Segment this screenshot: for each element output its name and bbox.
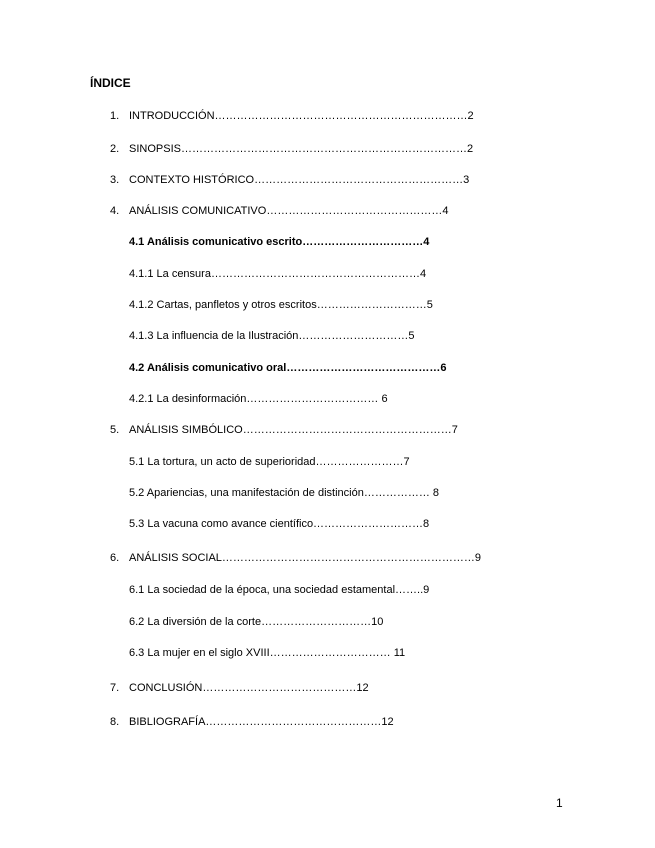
toc-entry-text: ANÁLISIS COMUNICATIVO…………………………………………4 xyxy=(129,205,449,217)
toc-entry-text: 4.1.3 La influencia de la Ilustración…………………………5 xyxy=(129,330,415,342)
toc-entry-number: 4. xyxy=(110,205,120,217)
toc-entry-text: 4.2 Análisis comunicativo oral……………………………………6 xyxy=(129,362,447,374)
toc-entry-text: 5.2 Apariencias, una manifestación de distinción……………… 8 xyxy=(129,487,439,499)
toc-entry-text: 5.1 La tortura, un acto de superioridad……………………7 xyxy=(129,456,410,468)
toc-entry-text: CONCLUSIÓN……………………………………12 xyxy=(129,682,369,694)
toc-entry-text: INTRODUCCIÓN……………………………………………………………2 xyxy=(129,110,474,122)
toc-entry-text: CONTEXTO HISTÓRICO…………………………………………………3 xyxy=(129,174,470,186)
toc-entry-text: 4.1.2 Cartas, panfletos y otros escritos…………………………5 xyxy=(129,299,433,311)
toc-entry-text: SINOPSIS……………………………………………………………………2 xyxy=(129,143,474,155)
toc-entry-number: 8. xyxy=(110,716,120,728)
toc-entry-text: ANÁLISIS SOCIAL……………………………………………………………9 xyxy=(129,552,482,564)
toc-entry-text: ANÁLISIS SIMBÓLICO…………………………………………………7 xyxy=(129,424,458,436)
toc-entry-number: 2. xyxy=(110,143,120,155)
toc-entry-text: 6.1 La sociedad de la época, una sociedad estamental……..9 xyxy=(129,584,430,596)
toc-entry-number: 3. xyxy=(110,174,120,186)
index-title: ÍNDICE xyxy=(90,76,131,90)
page-number: 1 xyxy=(556,796,563,810)
toc-entry-text: 6.3 La mujer en el siglo XVIII…………………………… 11 xyxy=(129,647,406,659)
toc-entry-number: 6. xyxy=(110,552,120,564)
toc-entry-number: 5. xyxy=(110,424,120,436)
toc-entry-text: 4.2.1 La desinformación……………………………… 6 xyxy=(129,393,388,405)
toc-entry-number: 1. xyxy=(110,110,120,122)
toc-entry-text: 4.1 Análisis comunicativo escrito……………………………4 xyxy=(129,236,430,248)
toc-entry-number: 7. xyxy=(110,682,120,694)
toc-entry-text: 4.1.1 La censura…………………………………………………4 xyxy=(129,268,427,280)
toc-entry-text: 6.2 La diversión de la corte…………………………10 xyxy=(129,616,384,628)
toc-entry-text: BIBLIOGRAFÍA…………………………………………12 xyxy=(129,716,394,728)
toc-entry-text: 5.3 La vacuna como avance científico…………………………8 xyxy=(129,518,430,530)
